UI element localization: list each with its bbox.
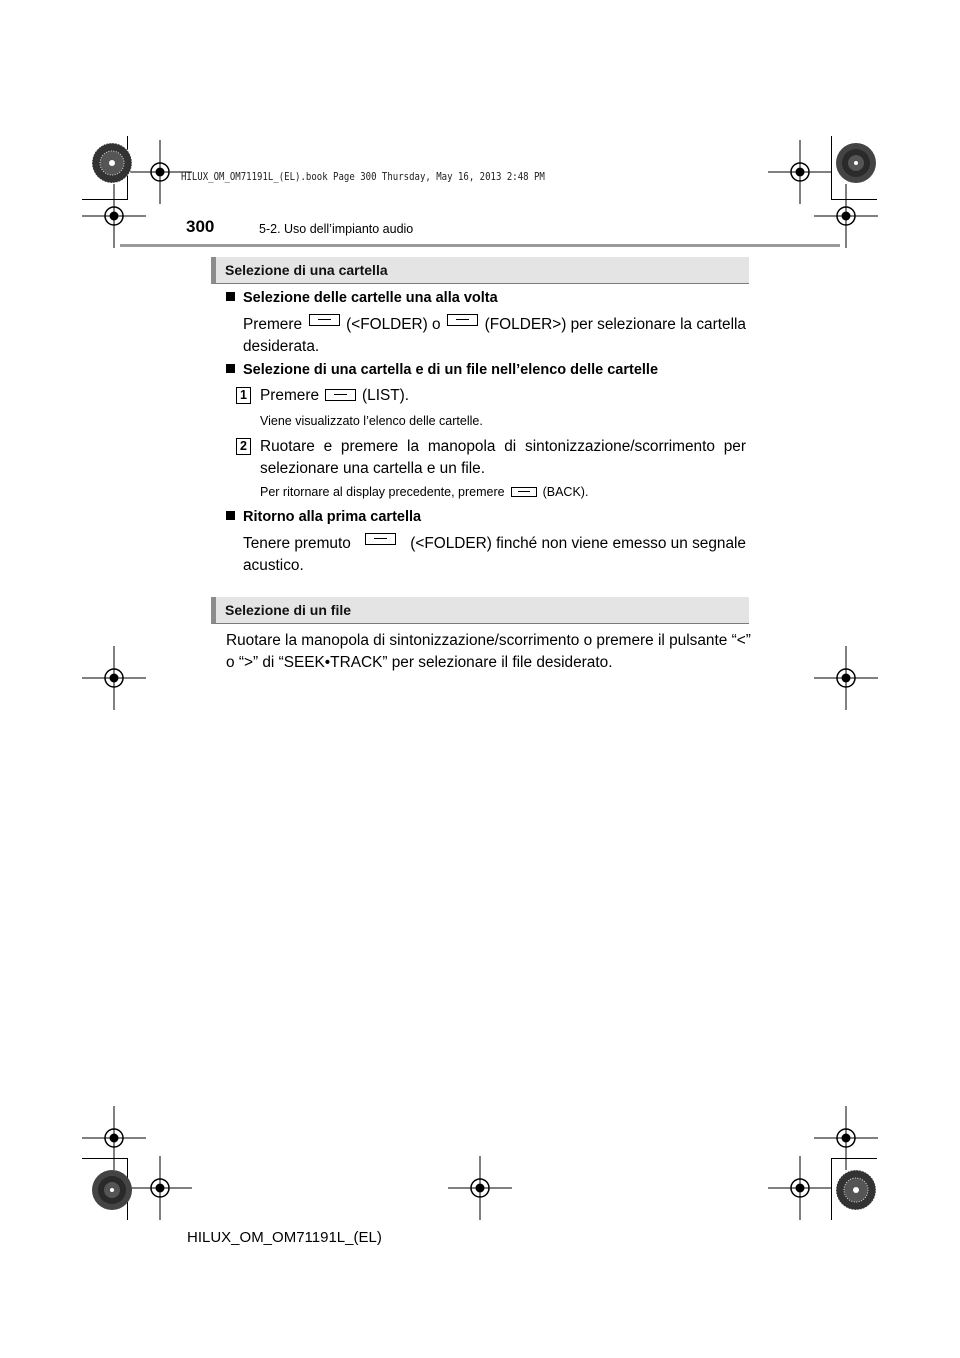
registration-mark-icon <box>448 1156 512 1220</box>
section-heading-file <box>211 597 749 624</box>
step-number: 1 <box>236 387 251 404</box>
step-number: 2 <box>236 438 251 455</box>
color-rosette-icon <box>834 1168 878 1212</box>
section-title: 5-2. Uso dell’impianto audio <box>259 222 414 236</box>
registration-mark-icon <box>82 646 146 710</box>
square-bullet-icon <box>226 511 235 520</box>
registration-mark-icon <box>814 184 878 248</box>
footer-code: HILUX_OM_OM71191L_(EL) <box>187 1229 382 1246</box>
button-icon <box>511 487 537 497</box>
paragraph: Ruotare e premere la manopola di sintonizzazione/scorrimento per selezionare una cartella e un file. <box>260 438 746 477</box>
note: Per ritornare al display precedente, premere (BACK). <box>260 485 589 499</box>
color-rosette-icon <box>90 141 134 185</box>
registration-mark-icon <box>82 184 146 248</box>
section-heading-folder <box>211 257 749 284</box>
registration-mark-icon <box>814 646 878 710</box>
square-bullet-icon <box>226 364 235 373</box>
registration-mark-icon <box>128 1156 192 1220</box>
paragraph: Premere (LIST). <box>260 387 410 404</box>
section-heading-text: Selezione di un file <box>225 602 352 618</box>
color-rosette-icon <box>90 1168 134 1212</box>
paragraph: Tenere premuto (<FOLDER) finché non viene emesso un segnale acustico. <box>243 535 746 574</box>
page-number: 300 <box>186 217 215 236</box>
subheading-list: Selezione di una cartella e di un file nell’elenco delle cartelle <box>226 362 658 378</box>
button-icon <box>447 314 478 326</box>
print-stamp: HILUX_OM_OM71191L_(EL).book Page 300 Thursday, May 16, 2013 2:48 PM <box>181 170 545 183</box>
button-icon <box>365 533 396 545</box>
button-icon <box>325 389 356 401</box>
subheading-first-folder: Ritorno alla prima cartella <box>226 509 421 525</box>
header-rule <box>120 244 840 247</box>
paragraph: Ruotare la manopola di sintonizzazione/scorrimento o premere il pulsante “<” o “>” di “SEEK•TRACK” per selezionare il file desiderato. <box>226 632 751 671</box>
color-rosette-icon <box>834 141 878 185</box>
subheading-one-at-a-time: Selezione delle cartelle una alla volta <box>226 290 498 306</box>
square-bullet-icon <box>226 292 235 301</box>
button-icon <box>309 314 340 326</box>
paragraph: Premere (<FOLDER) o (FOLDER>) per selezionare la cartella desiderata. <box>243 316 746 355</box>
section-heading-text: Selezione di una cartella <box>225 262 388 278</box>
note: Viene visualizzato l’elenco delle cartelle. <box>260 414 483 428</box>
registration-mark-icon <box>768 1156 832 1220</box>
